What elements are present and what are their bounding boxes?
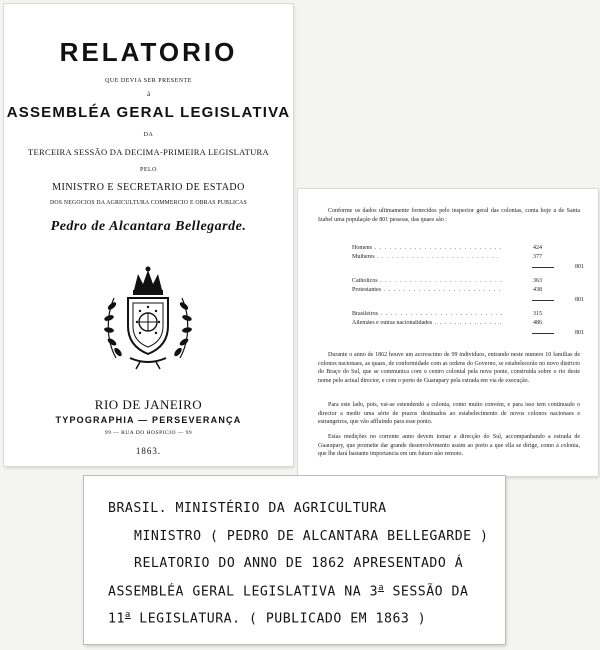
population-row-protestantes: [352, 287, 542, 295]
population-value: 438: [533, 287, 542, 293]
population-value: 377: [533, 254, 542, 260]
card-line-5: [108, 610, 426, 626]
paragraph-3: Estas medições no corrente anno devem tomar a direcção do Sul, accompanhando a estrada de Guarapary, que promette dar grande desenvolvimento assim ao porto a que ella se dirige, como á colonia, que lhe dará bastante importancia em um futuro não remoto.: [318, 434, 580, 458]
cover-city: RIO DE JANEIRO: [94, 397, 203, 412]
population-label: Catholicos . . .: [352, 278, 502, 284]
population-label: Mulheres . . .: [352, 254, 502, 260]
card-line-5-sup: a: [124, 610, 131, 620]
population-value: 315: [533, 311, 542, 317]
population-total: 801: [524, 330, 584, 336]
report-cover-page: [4, 4, 293, 466]
population-label: Homens . . .: [352, 245, 502, 251]
cover-connector-pelo: PELO: [140, 167, 157, 173]
catalog-card: [84, 476, 505, 644]
cover-address: 99 — RUA DO HOSPICIO — 99: [104, 430, 193, 436]
card-line-5-num: 11: [108, 611, 125, 627]
card-line-3: RELATORIO DO ANNO DE 1862 APRESENTADO Á: [134, 556, 464, 571]
population-row-brasileiros: [352, 311, 542, 319]
card-line-4-text: ASSEMBLÉA GERAL LEGISLATIVA NA 3: [108, 584, 379, 600]
cover-session: TERCEIRA SESSÃO DA DECIMA-PRIMEIRA LEGISLATURA: [28, 147, 269, 157]
cover-presented-to: á: [146, 90, 151, 98]
cover-minister-title: MINISTRO E SECRETARIO DE ESTADO: [52, 182, 245, 193]
cover-connector-da: DA: [143, 132, 154, 138]
population-value: 424: [533, 245, 542, 251]
population-total: 801: [524, 264, 584, 270]
population-label: Brasileiros . . .: [352, 311, 502, 317]
population-value: 363: [533, 278, 542, 284]
cover-ministry: DOS NEGOCIOS DA AGRICULTURA COMMERCIO E OBRAS PUBLICAS: [50, 200, 247, 206]
population-row-allemaes: [352, 320, 542, 328]
card-line-4-sup: a: [378, 583, 384, 593]
card-line-1: BRASIL. MINISTÉRIO DA AGRICULTURA: [108, 501, 387, 516]
card-line-4-end: SESSÃO DA: [384, 584, 469, 600]
cover-title: RELATORIO: [59, 37, 238, 67]
report-inner-page: [298, 189, 598, 476]
population-label: Allemães e outras nacionalidades . . .: [352, 320, 502, 326]
paragraph-2: Para este lado, pois, vai-se estendendo a colonia, como muito convém, e para isso tem continuado o director a medir uma série de prazos destinados ao estabelecimento de novos colonos nacionaes e estrangeiros, que vão affluindo para esse ponto.: [318, 402, 580, 426]
card-line-5-text: LEGISLATURA. ( PUBLICADO EM 1863 ): [130, 611, 427, 627]
card-line-4: [108, 583, 468, 599]
card-line-2: MINISTRO ( PEDRO DE ALCANTARA BELLEGARDE ): [134, 529, 489, 544]
cover-minister-name: Pedro de Alcantara Bellegarde.: [50, 219, 247, 234]
cover-year: 1863.: [135, 446, 162, 456]
population-row-mulheres: [352, 254, 542, 262]
imperial-coat-of-arms-icon: [100, 266, 196, 370]
cover-printer: TYPOGRAPHIA — PERSEVERANÇA: [55, 415, 242, 425]
population-value: 486: [533, 320, 542, 326]
cover-presented-line: QUE DEVIA SER PRESENTE: [105, 78, 192, 84]
population-row-catholicos: [352, 278, 542, 286]
population-label: Protestantes . . .: [352, 287, 502, 293]
population-total: 801: [524, 297, 584, 303]
cover-assembly: ASSEMBLÉA GERAL LEGISLATIVA: [6, 104, 291, 121]
population-intro: Conforme os dados ultimamente fornecidos pelo inspector geral das colonias, conta hoje a de Santa Izabel uma população de 801 pessoas, das quaes são :: [318, 208, 580, 223]
population-row-homens: [352, 245, 542, 253]
paragraph-1: Durante o anno de 1862 houve um accrescimo de 99 individuos, entrando neste numero 10 familias de colonos nacionaes, as quaes, de conformidade com as ordens do Governo, se estabelecerão no novo districto do Braço do Sul, que se communica com o centro colonial pela nova ponte, construida sobre o rio deste nome pelo actual director, e com o porto de Guarapary pela estrada em via de execução.: [318, 352, 580, 384]
